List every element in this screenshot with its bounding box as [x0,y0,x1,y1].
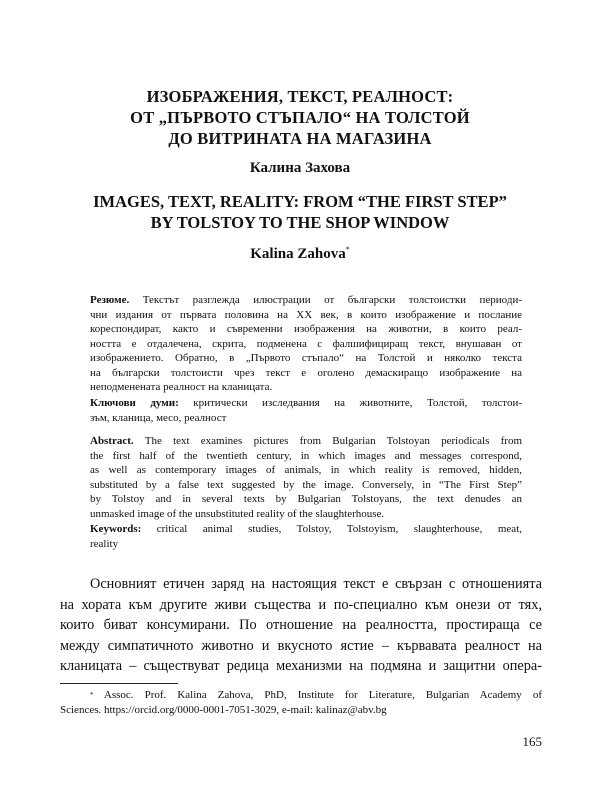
keywords-bulgarian [90,396,522,425]
keywords-en-line: reality [90,537,119,550]
title-bg-line: ИЗОБРАЖЕНИЯ, ТЕКСТ, РЕАЛНОСТ: [146,87,454,106]
footnote-divider [60,683,178,684]
abstract-line: as well as contemporary images of animals, in which reality is removed, hidden, [90,464,522,476]
abstract-line: The text examines pictures from Bulgarian Tolstoyan periodicals from [133,435,522,447]
author-english [60,246,540,263]
summary-label: Резюме. [90,294,130,306]
footnote-mark: * [90,691,94,699]
summary-line: на български толстоисти чрез текст е оголено демаскиращо изображение на [90,366,522,379]
body-paragraph [60,574,542,677]
footnote-line: Sciences. https://orcid.org/0000-0001-7051-3029, e-mail: kalinaz@abv.bg [60,704,387,716]
keywords-en-line: critical animal studies, Tolstoy, Tolstoyism, slaughterhouse, meat, [141,523,522,535]
abstract-line: unmasked image of the unsubstituted reality of the slaughterhouse. [90,507,385,520]
title-en-line: IMAGES, TEXT, REALITY: FROM “THE FIRST STEP” [93,192,507,211]
keywords-bg-line: критически изследвания на животните, Толстой, толстои- [178,397,522,409]
summary-line: ността е отдалечена, скрита, подменена с фалшифициращ текст, внушаван от [90,337,522,350]
summary-line: неподменената реалност на кланицата. [90,381,273,393]
summary-bulgarian [90,293,522,395]
keywords-bg-line: зъм, кланица, месо, реалност [90,411,227,424]
page-number: 165 [522,734,542,749]
title-english [60,191,540,233]
keywords-english [90,522,522,551]
author-bulgarian: Калина Захова [249,160,351,176]
title-en-line: BY TOLSTOY TO THE SHOP WINDOW [150,213,450,232]
body-line: Основният етичен заряд на настоящия текст е свързан с отношенията [90,576,542,592]
summary-line: изображението. Обратно, в „Първото стъпало“ на Толстой и няколко текста [90,352,522,364]
author-footnote-mark: * [345,245,350,254]
body-line: между симпатичното животно и вкусното ястие – кървавата реалност на [60,637,542,654]
abstract-label: Abstract. [90,435,134,447]
footnote [60,688,542,718]
footnote-line: Assoc. Prof. Kalina Zahova, PhD, Institute for Literature, Bulgarian Academy of [93,689,542,701]
body-line: кланицата – съществуват редица механизми на подмяна и защитни опера- [60,658,542,674]
abstract-english [90,434,522,521]
author-en-name: Kalina Zahova [250,246,346,262]
summary-line: Текстът разглежда илюстрации от български толстоистки периоди- [129,294,522,306]
title-bulgarian [60,86,540,149]
keywords-en-label: Keywords: [90,523,142,535]
abstract-line: substituted by a false text suggested by the image. Conversely, in “The First Step” [90,478,522,491]
title-bg-line: ДО ВИТРИНАТА НА МАГАЗИНА [168,129,432,148]
abstract-line: by Tolstoy and in several texts by Bulgarian Tolstoyans, the text denudes an [90,493,522,505]
keywords-bg-label: Ключови думи: [90,397,179,409]
body-line: които биват консумирани. По отношение на реалността, простираща се [60,617,542,633]
title-bg-line: ОТ „ПЪРВОТО СТЪПАЛО“ НА ТОЛСТОЙ [130,108,470,127]
abstract-line: the first half of the twentieth century, in which images and messages correspond, [90,449,522,462]
body-line: на хората към другите живи същества и по-специално към онези от тях, [60,596,542,613]
summary-line: кореспондират, както и съвременни изображения на животни, в които реал- [90,323,522,335]
summary-line: чни издания от първата половина на ХХ век, в които изображение и послание [90,308,522,321]
